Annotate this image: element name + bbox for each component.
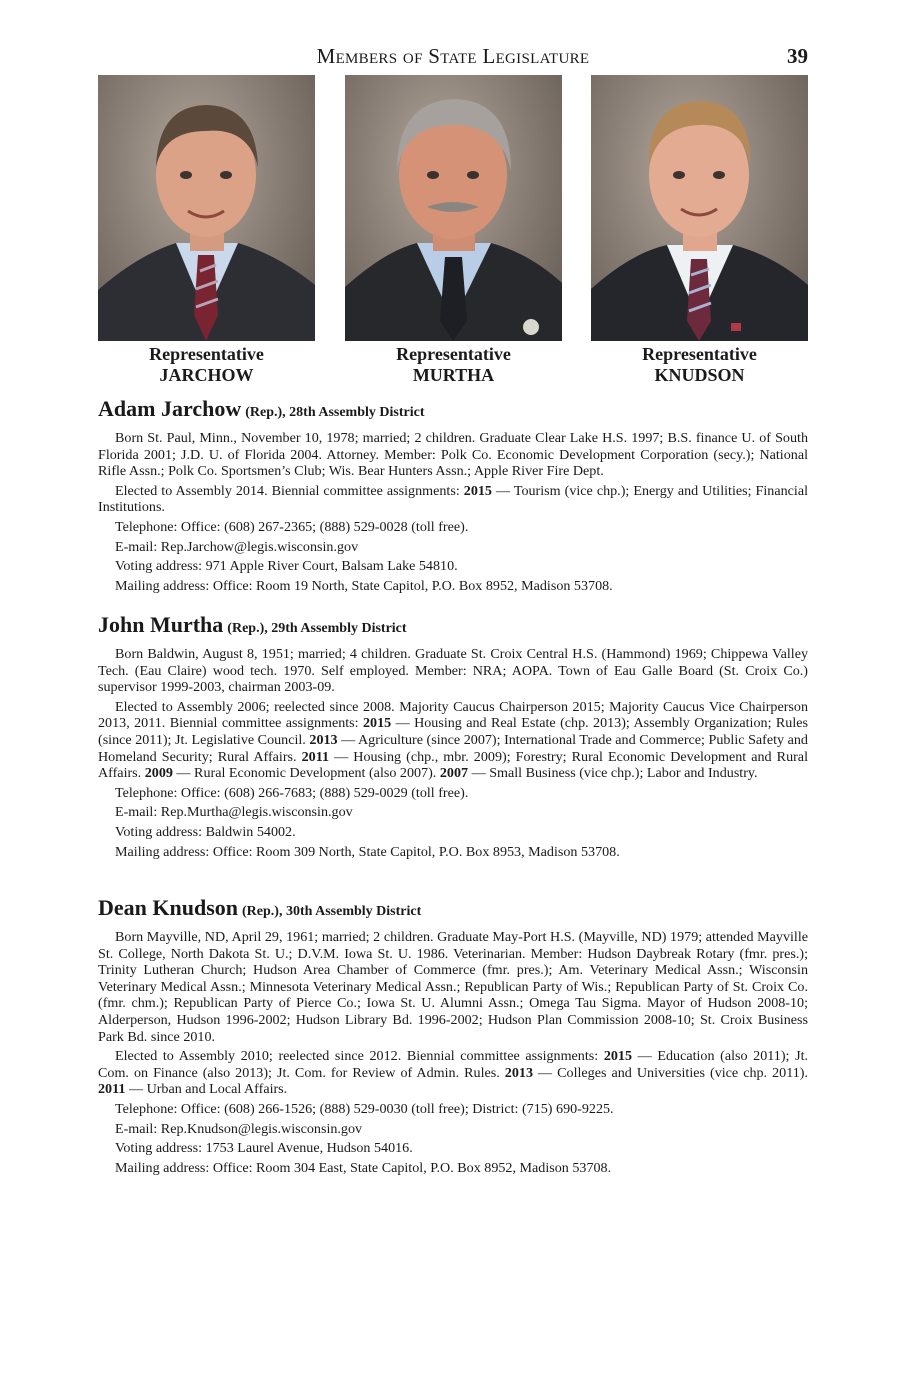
portrait-card-murtha (345, 75, 562, 386)
portrait-photo-jarchow (98, 75, 315, 341)
election-intro: Elected to Assembly 2014. Biennial committee assignments: (115, 482, 460, 499)
caption-surname: MURTHA (412, 365, 495, 385)
member-affiliation: (Rep.), 28th Assembly District (245, 405, 425, 420)
committee-text: Housing and Real Estate (chp. 2013); Assembly Organization; Rules (since 2011); Jt. Legislative Council. (98, 715, 808, 748)
election-intro: Elected to Assembly 2006; reelected since 2008. Majority Caucus Chairperson 2015; Majority Caucus Vice Chairperson 2013, 2011. Biennial committee assignments: (98, 698, 808, 732)
caption-surname: KNUDSON (654, 365, 745, 385)
committee-text: Small Business (vice chp.); Labor and Industry. (489, 765, 758, 782)
telephone-line: Telephone: Office: (608) 267-2365; (888) 529-0028 (toll free). (115, 518, 469, 535)
committee-text: Colleges and Universities (vice chp. 2011). (557, 1064, 808, 1081)
biography-paragraph: Born Baldwin, August 8, 1951; married; 4 children. Graduate St. Croix Central H.S. (Hammond) 1969; Chippewa Valley Tech. (Eau Claire) wood tech. 1970. Self employed. Member: NRA; AOPA. Town of Eau Galle Board (St. Croix Co.) supervisor 1999-2003, chairman 2003-09. (98, 646, 808, 696)
member-entry-murtha (98, 612, 808, 863)
member-name: Dean Knudson (98, 895, 239, 920)
committee-text: Agriculture (since 2007); International Trade and Commerce; Public Safety and Homeland Security; Rural Affairs. (98, 731, 808, 765)
committee-year: 2011 (98, 1081, 126, 1098)
election-paragraph: Elected to Assembly 2010; reelected since 2012. Biennial committee assignments: 2015 — Education (also 2011); Jt. Com. on Finance (also 2013); Jt. Com. for Review of Admin. Rules. 2013 — Colleges and Universities (vice chp. 2011). 2011 — Urban and Local Affairs. (98, 1048, 809, 1098)
member-affiliation: (Rep.), 29th Assembly District (227, 621, 407, 636)
portrait-caption-murtha (345, 344, 562, 386)
portrait-photo-knudson (591, 75, 808, 341)
portrait-row (98, 75, 808, 387)
member-heading (98, 895, 808, 925)
caption-title: Representative (149, 344, 264, 364)
portrait-caption-jarchow (98, 344, 315, 386)
election-paragraph: Elected to Assembly 2014. Biennial committee assignments: 2015 — Tourism (vice chp.); Energy and Utilities; Financial Institutions. (98, 482, 808, 516)
email-line: E-mail: Rep.Jarchow@legis.wisconsin.gov (115, 538, 359, 555)
telephone-line: Telephone: Office: (608) 266-7683; (888) 529-0029 (toll free). (115, 784, 469, 801)
voting-address-line: Voting address: Baldwin 54002. (115, 823, 296, 840)
committee-year: 2009 (144, 765, 173, 782)
member-entry-knudson (98, 895, 808, 1179)
election-paragraph: Elected to Assembly 2006; reelected since 2008. Majority Caucus Chairperson 2015; Majority Caucus Vice Chairperson 2013, 2011. Biennial committee assignments: 2015 — Housing and Real Estate (chp. 2013); Assembly Organization; Rules (since 2011); Jt. Legislative Council. 2013 — Agriculture (since 2007); International Trade and Commerce; Public Safety and Homeland Security; Rural Affairs. 2011 — Housing (chp., mbr. 2009); Forestry; Rural Economic Development and Rural Affairs. 2009 — Rural Economic Development (also 2007). 2007 — Small Business (vice chp.); Labor and Industry. (98, 698, 808, 782)
committee-text: Urban and Local Affairs. (146, 1081, 288, 1098)
committee-year: 2007 (439, 765, 469, 782)
committee-text: Education (also 2011); Jt. Com. on Finance (also 2013); Jt. Com. for Review of Admin. Rules. (98, 1048, 809, 1081)
portrait-photo-murtha (345, 75, 562, 341)
portrait-illustration (345, 75, 562, 341)
biography-paragraph: Born St. Paul, Minn., November 10, 1978; married; 2 children. Graduate Clear Lake H.S. 1997; B.S. finance U. of South Florida 2001; J.D. U. of Florida 2004. Attorney. Member: Polk Co. Economic Development Corporation (secy.); National Rifle Assn.; Polk Co. Sportsmen’s Club; Wis. Bear Hunters Assn.; Apple River Fire Dept. (98, 430, 808, 480)
committee-text: Tourism (vice chp.); Energy and Utilities; Financial Institutions. (98, 482, 808, 516)
caption-title: Representative (642, 344, 757, 364)
portrait-illustration (98, 75, 315, 341)
committee-text: Rural Economic Development (also 2007). (194, 765, 437, 782)
running-title: Members of State Legislature (316, 44, 590, 68)
committee-year: 2015 (603, 1048, 633, 1065)
page-number: 39 (787, 44, 808, 68)
election-intro: Elected to Assembly 2010; reelected since 2012. Biennial committee assignments: (115, 1048, 599, 1065)
email-line: E-mail: Rep.Murtha@legis.wisconsin.gov (115, 804, 353, 821)
committee-year: 2013 (309, 731, 338, 748)
member-affiliation: (Rep.), 30th Assembly District (242, 904, 422, 919)
member-entry-jarchow (98, 396, 808, 597)
member-heading (98, 612, 808, 642)
caption-title: Representative (396, 344, 511, 364)
portrait-illustration (591, 75, 808, 341)
caption-surname: JARCHOW (159, 365, 254, 385)
running-header (98, 44, 808, 72)
committee-text: Housing (chp., mbr. 2009); Forestry; Rural Economic Development and Rural Affairs. (98, 748, 808, 782)
biography-paragraph: Born Mayville, ND, April 29, 1961; married; 2 children. Graduate May-Port H.S. (Mayville, ND) 1979; attended Mayville St. College, North Dakota St. U.; D.V.M. Iowa St. U. 1986. Veterinarian. Member: Hudson Daybreak Rotary (fmr. pres.); Trinity Lutheran Church; Hudson Area Chamber of Commerce (fmr. pres.); Am. Veterinary Medical Assn.; Wisconsin Veterinary Medical Assn.; Minnesota Veterinary Medical Assn.; Republican Party of Wis.; Republican Party of St. Croix Co. (fmr. chm.); Republican Party of Pierce Co.; Iowa St. U. Alumni Assn.; Omega Tau Sigma. Mayor of Hudson 2008-10; Alderperson, Hudson 1996-2002; Hudson Library Bd. 1996-2002; Hudson Plan Commission 2008-10; St. Croix Business Park Bd. since 2010. (98, 929, 808, 1045)
committee-year: 2011 (301, 748, 330, 765)
email-line: E-mail: Rep.Knudson@legis.wisconsin.gov (115, 1120, 363, 1137)
telephone-line: Telephone: Office: (608) 266-1526; (888) 529-0030 (toll free); District: (715) 690-9225. (115, 1100, 614, 1117)
committee-year: 2015 (362, 715, 392, 732)
voting-address-line: Voting address: 971 Apple River Court, Balsam Lake 54810. (115, 558, 458, 575)
member-name: Adam Jarchow (98, 396, 242, 421)
member-heading (98, 396, 808, 426)
mailing-address-line: Mailing address: Office: Room 309 North, State Capitol, P.O. Box 8953, Madison 53708. (115, 843, 620, 860)
mailing-address-line: Mailing address: Office: Room 19 North, State Capitol, P.O. Box 8952, Madison 53708. (115, 577, 613, 594)
voting-address-line: Voting address: 1753 Laurel Avenue, Hudson 54016. (115, 1140, 413, 1157)
portrait-card-knudson (591, 75, 808, 386)
committee-year: 2015 (463, 482, 492, 499)
mailing-address-line: Mailing address: Office: Room 304 East, State Capitol, P.O. Box 8952, Madison 53708. (115, 1159, 612, 1176)
portrait-card-jarchow (98, 75, 315, 386)
committee-year: 2013 (504, 1064, 533, 1081)
member-name: John Murtha (98, 612, 224, 637)
portrait-caption-knudson (591, 344, 808, 386)
